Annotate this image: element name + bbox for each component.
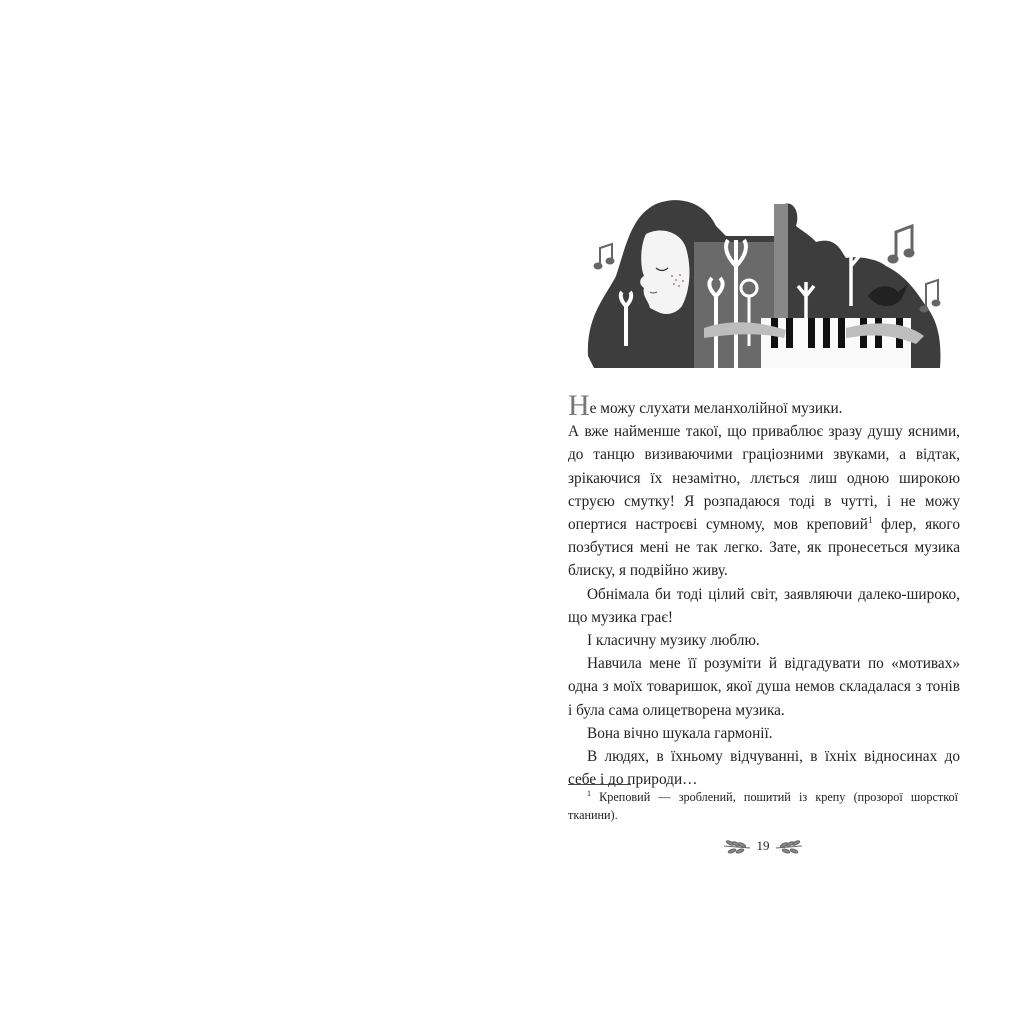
woman-playing-piano-illustration <box>586 196 944 372</box>
footnote <box>568 788 958 824</box>
paragraph-7: В людях, в їхньому відчуванні, в їхніх відносинах до себе і до природи… <box>568 748 960 789</box>
footnote-mark: 1 <box>587 788 591 798</box>
paragraph-6: Вона вічно шукала гармонії. <box>587 724 773 742</box>
page-number: 19 <box>756 838 770 853</box>
footnote-divider <box>568 784 631 785</box>
paragraph-4: І класичну музику люблю. <box>587 632 760 650</box>
footnote-text: Креповий — зроблений, пошитий із крепу (прозорої шорсткої тканини). <box>568 790 959 822</box>
woman-face-icon <box>640 230 689 314</box>
footnote-reference[interactable]: 1 <box>867 514 873 525</box>
paragraph-1 <box>568 389 960 422</box>
paragraph-2 <box>568 420 960 582</box>
paragraph-3: Обнімала би тоді цілий світ, заявляючи далеко-широко, що музика грає! <box>568 585 960 626</box>
page-folio <box>722 836 804 858</box>
paragraph-2-text-a: А вже найменше такої, що приваблює зразу душу ясними, до танцю визиваючими граціозними звуками, а відтак, зрікаючися їх незамітно, ллється лиш одною широкою струєю смутку! Я розпадаюся тоді в чутті, і не можу опертися настроєві сумному, мов креповий <box>568 423 960 534</box>
body-text <box>568 389 960 791</box>
drop-cap: Н <box>568 389 590 422</box>
paragraph-2-text-b: флер, якого позбутися мені не так легко. Зате, як пронесеться музика блиску, я подвійно живу. <box>568 516 960 580</box>
paragraph-1-text: е можу слухати меланхолійної музики. <box>589 400 843 417</box>
paragraph-5: Навчила мене її розуміти й відгадувати по «мотивах» одна з моїх товаришок, якої душа немов складалася з тонів і була сама олицетворена музика. <box>568 655 960 719</box>
